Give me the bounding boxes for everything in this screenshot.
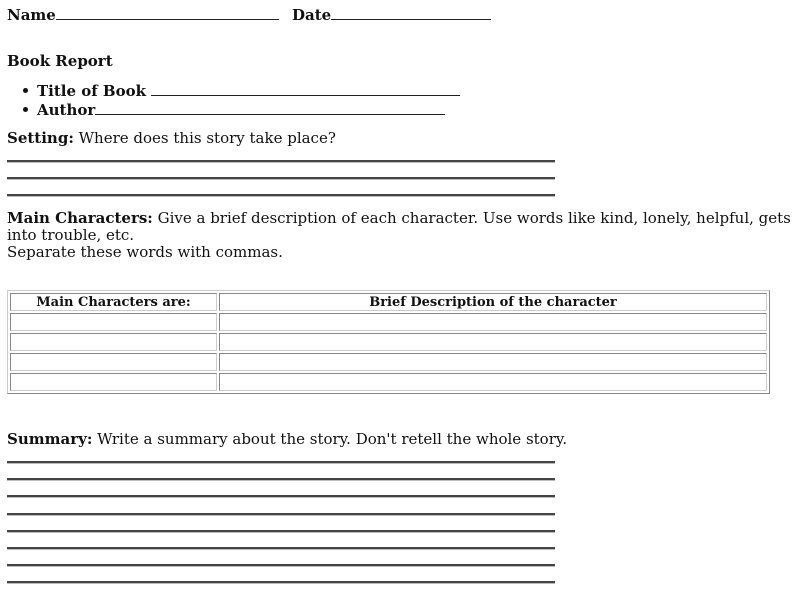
column-header-characters: Main Characters are: <box>10 293 217 311</box>
title-label: Title of Book <box>37 82 152 100</box>
bullet-icon <box>23 107 28 112</box>
main-characters-prompt-2: Separate these words with commas. <box>7 243 283 261</box>
character-cell[interactable] <box>10 333 217 351</box>
main-characters-prompt: Give a brief description of each character. Use words like kind, lonely, helpful, gets into trouble, etc. <box>7 209 791 244</box>
name-input-line[interactable] <box>56 5 279 20</box>
author-label: Author <box>37 101 96 119</box>
list-item-author <box>20 100 460 119</box>
summary-answer-line[interactable] <box>7 547 555 550</box>
summary-answer-line[interactable] <box>7 478 555 481</box>
setting-answer-line[interactable] <box>7 177 555 180</box>
book-info-list <box>20 81 460 119</box>
name-label: Name <box>7 6 56 24</box>
description-cell[interactable] <box>219 313 767 331</box>
table-row <box>10 353 767 371</box>
date-field <box>292 5 491 24</box>
date-input-line[interactable] <box>331 5 491 20</box>
author-input-line[interactable] <box>95 100 445 115</box>
table-header-row <box>10 293 767 311</box>
date-label: Date <box>292 6 332 24</box>
summary-answer-line[interactable] <box>7 530 555 533</box>
summary-answer-line[interactable] <box>7 461 555 464</box>
table-row <box>10 373 767 391</box>
setting-prompt: Where does this story take place? <box>73 129 336 147</box>
summary-answer-line[interactable] <box>7 495 555 498</box>
summary-answer-line[interactable] <box>7 513 555 516</box>
character-cell[interactable] <box>10 373 217 391</box>
setting-answer-line[interactable] <box>7 194 555 197</box>
description-cell[interactable] <box>219 353 767 371</box>
list-item-title <box>20 81 460 100</box>
setting-section <box>7 129 336 147</box>
summary-label: Summary: <box>7 430 93 448</box>
summary-section <box>7 430 567 448</box>
column-header-description: Brief Description of the character <box>219 293 767 311</box>
description-cell[interactable] <box>219 373 767 391</box>
setting-label: Setting: <box>7 129 74 147</box>
summary-prompt: Write a summary about the story. Don't retell the whole story. <box>92 430 568 448</box>
table-row <box>10 333 767 351</box>
summary-answer-line[interactable] <box>7 581 555 584</box>
description-cell[interactable] <box>219 333 767 351</box>
bullet-icon <box>23 88 28 93</box>
summary-answer-line[interactable] <box>7 564 555 567</box>
setting-answer-line[interactable] <box>7 160 555 163</box>
characters-table <box>7 290 770 394</box>
title-input-line[interactable] <box>151 81 460 96</box>
name-field <box>7 5 279 24</box>
table-row <box>10 313 767 331</box>
main-characters-section <box>7 210 792 261</box>
page-title: Book Report <box>7 52 113 70</box>
character-cell[interactable] <box>10 353 217 371</box>
character-cell[interactable] <box>10 313 217 331</box>
main-characters-label: Main Characters: <box>7 209 153 227</box>
